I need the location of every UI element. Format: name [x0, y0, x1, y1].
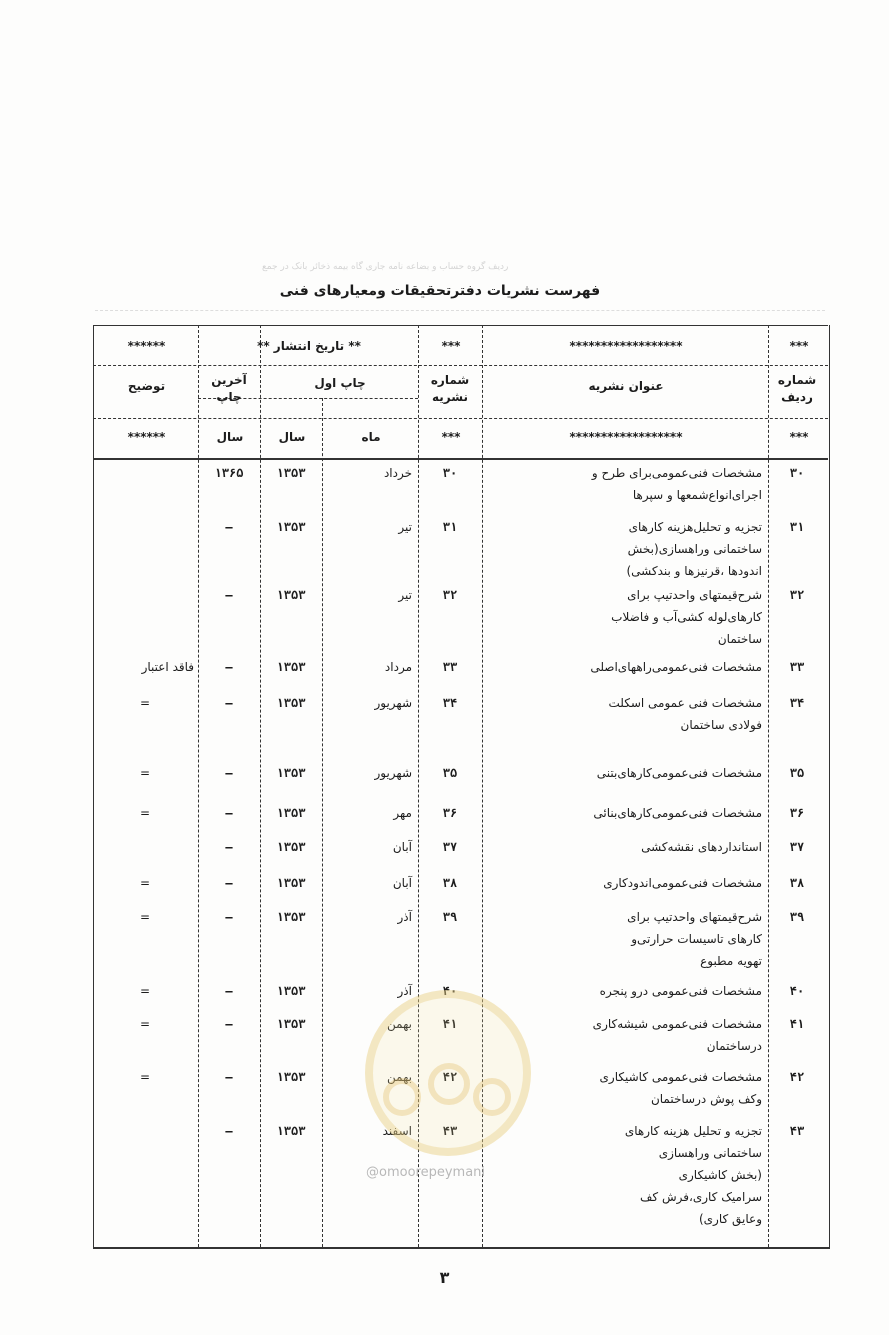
- publish-year: ۱۳۵۳: [276, 1017, 306, 1031]
- publish-year: ۱۳۵۳: [276, 1124, 306, 1138]
- header-title-label: عنوان نشریه: [588, 379, 664, 393]
- table-top-line: [93, 325, 828, 326]
- publish-month: مرداد: [384, 660, 412, 674]
- last-print-year: —: [225, 1070, 233, 1084]
- row-number: ۳۶: [789, 806, 805, 820]
- publication-title-line: تجزیه و تحلیل هزینه کارهای: [624, 1124, 762, 1138]
- col-sep-year: [260, 325, 261, 1247]
- row-number: ۳۲: [789, 588, 805, 602]
- publish-month: تیر: [398, 520, 412, 534]
- publish-year: ۱۳۵۳: [276, 588, 306, 602]
- header-date-group: ** تاریخ انتشار **: [257, 339, 361, 353]
- publication-title-line: تهویه مطبوع: [700, 954, 762, 968]
- header-row-label: شماره ردیف: [777, 373, 817, 404]
- publish-month: خرداد: [383, 466, 412, 480]
- publication-number: ۳۳: [442, 660, 458, 674]
- row-number: ۳۷: [789, 840, 805, 854]
- note: =: [139, 766, 151, 780]
- header-note-label: توضیح: [127, 379, 166, 393]
- header-year-label: سال: [278, 430, 306, 444]
- publication-title-line: مشخصات فنی‌عمومی‌کارهای‌بنائی: [593, 806, 762, 820]
- publish-year: ۱۳۵۳: [276, 520, 306, 534]
- publication-title-line: مشخصات فنی‌عمومی درو پنجره: [599, 984, 762, 998]
- publication-title-line: وعایق کاری): [698, 1212, 762, 1226]
- publication-title-line: کارهای‌لوله کشی‌آب و فاضلاب: [611, 610, 762, 624]
- header-last-print: آخرین چاپ: [211, 373, 247, 404]
- publication-number: ۴۱: [442, 1017, 458, 1031]
- publication-number: ۳۱: [442, 520, 458, 534]
- publish-month: آبان: [392, 840, 412, 854]
- header-line-2: [93, 418, 828, 419]
- publication-title-line: اندودها ،قرنیزها و بندکشی): [626, 564, 762, 578]
- publication-number: ۳۲: [442, 588, 458, 602]
- faded-scale-marks: [95, 310, 825, 311]
- publish-year: ۱۳۵۳: [276, 806, 306, 820]
- publication-number: ۴۳: [442, 1124, 458, 1138]
- header-first-print: چاپ اول: [314, 376, 366, 390]
- publish-month: آذر: [397, 984, 412, 998]
- last-print-year: —: [225, 1017, 233, 1031]
- last-print-year: —: [225, 1124, 233, 1138]
- publish-month: شهریور: [374, 766, 412, 780]
- publication-title-line: مشخصات فنی‌عمومی‌راههای‌اصلی: [590, 660, 762, 674]
- publication-number: ۳۰: [442, 466, 458, 480]
- last-print-year: —: [225, 696, 233, 710]
- row-number: ۴۲: [789, 1070, 805, 1084]
- publication-title-line: وکف پوش درساختمان: [650, 1092, 762, 1106]
- publication-number: ۳۶: [442, 806, 458, 820]
- row-number: ۳۸: [789, 876, 805, 890]
- publish-month: بهمن: [387, 1070, 412, 1084]
- publish-month: اسفند: [382, 1124, 412, 1138]
- publish-month: آبان: [392, 876, 412, 890]
- publication-number: ۳۹: [442, 910, 458, 924]
- col-sep-month: [322, 398, 323, 1247]
- publication-number: ۴۰: [442, 984, 458, 998]
- publication-title-line: کارهای تاسیسات حرارتی‌و: [631, 932, 762, 946]
- publication-number: ۳۴: [442, 696, 458, 710]
- row-number: ۴۳: [789, 1124, 805, 1138]
- last-print-year: —: [225, 660, 233, 674]
- publication-title-line: شرح‌قیمتهای واحدتیپ برای: [627, 588, 762, 602]
- last-print-year: —: [225, 840, 233, 854]
- row-number: ۳۳: [789, 660, 805, 674]
- publication-title-line: سرامیک کاری،فرش کف: [640, 1190, 762, 1204]
- publication-title-line: مشخصات فنی عمومی اسکلت: [608, 696, 762, 710]
- faded-print-through: ردیف گروه حساب و بضاعه نامه جاری گاه بیمه ذخائر بانک در جمع: [262, 262, 509, 272]
- header-line-1: [93, 365, 828, 366]
- publication-title-line: مشخصات فنی‌عمومی کاشیکاری: [599, 1070, 762, 1084]
- last-print-year: —: [225, 876, 233, 890]
- header-month-label: ماه: [361, 430, 381, 444]
- last-print-year: ۱۳۶۵: [214, 466, 244, 480]
- publish-year: ۱۳۵۳: [276, 1070, 306, 1084]
- header-num-stars-2: ***: [441, 430, 461, 444]
- row-number: ۳۰: [789, 466, 805, 480]
- publish-year: ۱۳۵۳: [276, 984, 306, 998]
- publication-title-line: مشخصات فنی‌عمومی‌کارهای‌بتنی: [596, 766, 762, 780]
- publication-title-line: ساختمان: [717, 632, 762, 646]
- publication-title-line: ساختمانی وراهسازی(بخش: [627, 542, 762, 556]
- publication-title-line: استانداردهای نقشه‌کشی: [641, 840, 762, 854]
- last-print-year: —: [225, 520, 233, 534]
- row-number: ۳۹: [789, 910, 805, 924]
- header-title-stars: ******************: [569, 339, 683, 353]
- publish-month: شهریور: [374, 696, 412, 710]
- row-number: ۴۰: [789, 984, 805, 998]
- row-number: ۳۵: [789, 766, 805, 780]
- publish-year: ۱۳۵۳: [276, 910, 306, 924]
- note: =: [139, 984, 151, 998]
- publication-title-line: شرح‌قیمتهای واحدتیپ برای: [627, 910, 762, 924]
- note: =: [139, 876, 151, 890]
- publication-number: ۴۲: [442, 1070, 458, 1084]
- publication-title-line: فولادی ساختمان: [680, 718, 762, 732]
- header-note-stars: ******: [127, 339, 166, 353]
- col-sep-last: [198, 325, 199, 1247]
- publish-year: ۱۳۵۳: [276, 696, 306, 710]
- publication-title-line: اجرای‌انواع‌شمعها و سپرها: [632, 488, 762, 502]
- header-row-stars-2: ***: [789, 430, 809, 444]
- publication-number: ۳۸: [442, 876, 458, 890]
- publish-month: بهمن: [387, 1017, 412, 1031]
- last-print-year: —: [225, 588, 233, 602]
- note: =: [139, 696, 151, 710]
- watermark-handle: @omoorepeymani: [366, 1165, 486, 1180]
- last-print-year: —: [225, 766, 233, 780]
- publish-month: تیر: [398, 588, 412, 602]
- watermark-seal: [365, 990, 531, 1156]
- publish-year: ۱۳۵۳: [276, 466, 306, 480]
- row-number: ۳۱: [789, 520, 805, 534]
- header-num-stars: ***: [441, 339, 461, 353]
- publication-title-line: تجزیه و تحلیل‌هزینه کارهای: [628, 520, 762, 534]
- page-number: ۳: [439, 1268, 450, 1287]
- last-print-year: —: [225, 806, 233, 820]
- publication-title-line: (بخش کاشیکاری: [678, 1168, 762, 1182]
- col-sep-row: [768, 325, 769, 1247]
- note: =: [139, 1070, 151, 1084]
- publish-month: مهر: [393, 806, 412, 820]
- note: =: [139, 1017, 151, 1031]
- publication-number: ۳۵: [442, 766, 458, 780]
- note: فاقد اعتبار: [141, 660, 194, 674]
- publication-title-line: مشخصات فنی‌عمومی‌برای طرح و: [591, 466, 762, 480]
- note: =: [139, 910, 151, 924]
- header-title-stars-2: ******************: [569, 430, 683, 444]
- publish-month: آذر: [397, 910, 412, 924]
- publish-year: ۱۳۵۳: [276, 876, 306, 890]
- publication-title-line: ساختمانی وراهسازی: [658, 1146, 762, 1160]
- header-line-3: [93, 458, 828, 460]
- header-row-stars: ***: [789, 339, 809, 353]
- last-print-year: —: [225, 910, 233, 924]
- row-number: ۳۴: [789, 696, 805, 710]
- publication-title-line: مشخصات فنی‌عمومی شیشه‌کاری: [592, 1017, 762, 1031]
- note: =: [139, 806, 151, 820]
- last-print-year: —: [225, 984, 233, 998]
- publish-year: ۱۳۵۳: [276, 660, 306, 674]
- publish-year: ۱۳۵۳: [276, 766, 306, 780]
- header-last-year-label: سال: [216, 430, 244, 444]
- page-title: فهرست نشریات دفترتحقیقات ومعیارهای فنی: [279, 283, 601, 299]
- publication-title-line: درساختمان: [706, 1039, 762, 1053]
- row-number: ۴۱: [789, 1017, 805, 1031]
- header-note-stars-2: ******: [127, 430, 166, 444]
- publish-year: ۱۳۵۳: [276, 840, 306, 854]
- publication-title-line: مشخصات فنی‌عمومی‌اندودکاری: [603, 876, 762, 890]
- header-num-label: شماره نشریه: [430, 373, 470, 404]
- publication-number: ۳۷: [442, 840, 458, 854]
